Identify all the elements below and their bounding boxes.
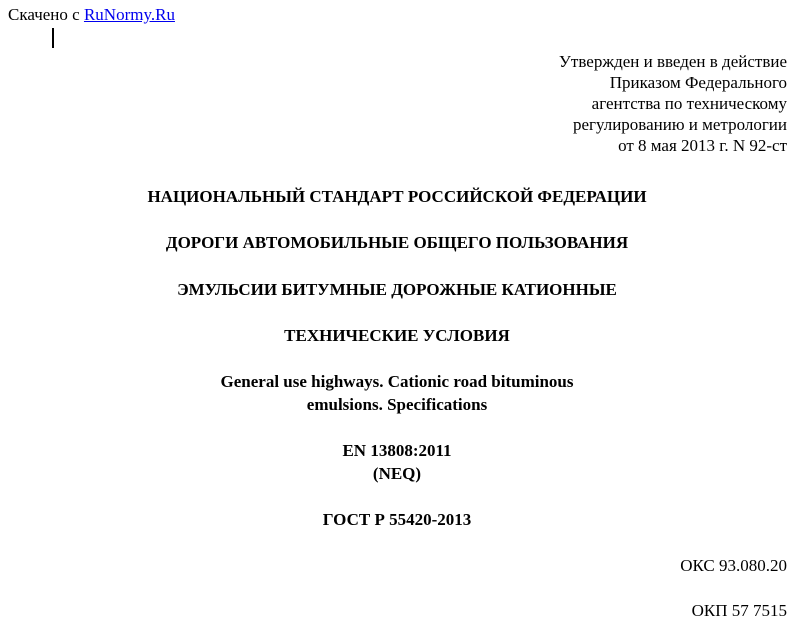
source-line: [8, 4, 175, 26]
source-prefix: Скачено с: [8, 5, 80, 24]
approval-line: Приказом Федерального: [609, 73, 787, 92]
english-title-line-2: emulsions. Specifications: [306, 395, 488, 414]
text-cursor: [52, 28, 54, 48]
standard-type-heading: НАЦИОНАЛЬНЫЙ СТАНДАРТ РОССИЙСКОЙ ФЕДЕРАЦИИ: [147, 187, 647, 206]
gost-number: ГОСТ Р 55420-2013: [322, 510, 472, 529]
approval-block: [559, 51, 787, 156]
approval-line: от 8 мая 2013 г. N 92-ст: [618, 136, 787, 155]
title-line-3: ТЕХНИЧЕСКИЕ УСЛОВИЯ: [284, 326, 510, 345]
english-title-line-1: General use highways. Cationic road bituminous: [220, 372, 574, 391]
okp-code: ОКП 57 7515: [691, 601, 787, 620]
approval-line: агентства по техническому: [591, 94, 787, 113]
reference-code: EN 13808:2011: [342, 441, 452, 460]
title-line-1: ДОРОГИ АВТОМОБИЛЬНЫЕ ОБЩЕГО ПОЛЬЗОВАНИЯ: [165, 233, 629, 252]
runormy-link[interactable]: RuNormy.Ru: [83, 5, 175, 24]
okc-code: ОКС 93.080.20: [680, 556, 787, 575]
title-line-2: ЭМУЛЬСИИ БИТУМНЫЕ ДОРОЖНЫЕ КАТИОННЫЕ: [177, 280, 617, 299]
reference-degree: (NEQ): [372, 464, 422, 483]
approval-line: Утвержден и введен в действие: [558, 52, 787, 71]
approval-line: регулированию и метрологии: [572, 115, 787, 134]
